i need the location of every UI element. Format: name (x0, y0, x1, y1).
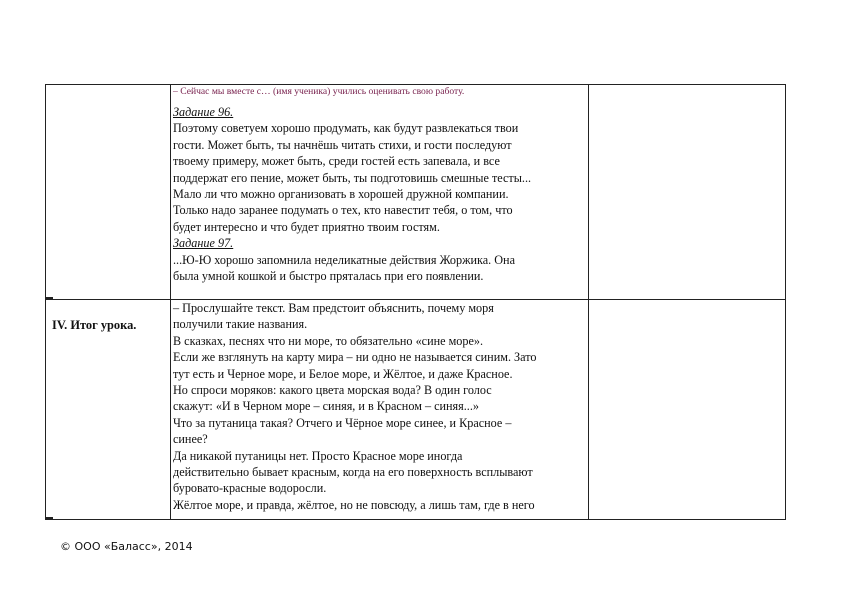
text-line: получили такие названия. (173, 317, 308, 332)
stage-label: IV. Итог урока. (52, 318, 137, 332)
row2-content (170, 300, 588, 520)
text-line: – Прослушайте текст. Вам предстоит объяснить, почему моря (173, 301, 494, 315)
text-line: тут есть и Черное море, и Белое море, и Жёлтое, и даже Красное. (173, 366, 513, 381)
row1-content (170, 86, 588, 298)
task-96-line: гости. Может быть, ты начнёшь читать стихи, и гости последуют (173, 137, 512, 152)
row-marker-bottom (45, 517, 53, 519)
task-96-label: Задание 96. (173, 105, 234, 119)
copyright-footer: © ООО «Баласс», 2014 (60, 540, 193, 553)
intro-line: – Сейчас мы вместе с… (имя ученика) учились оценивать свою работу. (173, 86, 465, 97)
task-96-line: Поэтому советуем хорошо продумать, как будут развлекаться твои (173, 121, 519, 136)
text-line: действительно бывает красным, когда на его поверхность всплывают (173, 465, 533, 480)
task-96-line: Только надо заранее подумать о тех, кто навестит тебя, о том, что (173, 203, 513, 218)
text-line: Что за путаница такая? Отчего и Чёрное море синее, и Красное – (173, 415, 512, 430)
text-line: синее? (173, 432, 208, 447)
text-line: Да никакой путаницы нет. Просто Красное море иногда (173, 448, 463, 463)
task-97-line: была умной кошкой и быстро пряталась при его появлении. (173, 269, 484, 284)
lesson-table (45, 84, 786, 520)
task-96-line: поддержат его пение, может быть, ты подготовишь смешные тесты... (173, 170, 532, 185)
task-96-line: твоему примеру, может быть, среди гостей есть запевала, и все (173, 154, 500, 169)
column-divider-2 (588, 85, 589, 519)
text-line: буровато-красные водоросли. (173, 481, 327, 496)
text-line: скажут: «И в Черном море – синяя, и в Красном – синяя...» (173, 399, 479, 414)
task-96-line: Мало ли что можно организовать в хорошей дружной компании. (173, 187, 509, 202)
text-line: Жёлтое море, и правда, жёлтое, но не повсюду, а лишь там, где в него (173, 497, 535, 512)
task-96-line: будет интересно и что будет приятно твоим гостям. (173, 219, 440, 234)
text-line: В сказках, песнях что ни море, то обязательно «сине море». (173, 333, 484, 348)
task-97-line: ...Ю-Ю хорошо запомнила неделикатные действия Жоржика. Она (173, 252, 515, 267)
text-line: Если же взглянуть на карту мира – ни одно не называется синим. Зато (173, 350, 537, 365)
task-97-label: Задание 97. (173, 236, 234, 251)
text-line: Но спроси моряков: какого цвета морская вода? В один голос (173, 383, 492, 398)
